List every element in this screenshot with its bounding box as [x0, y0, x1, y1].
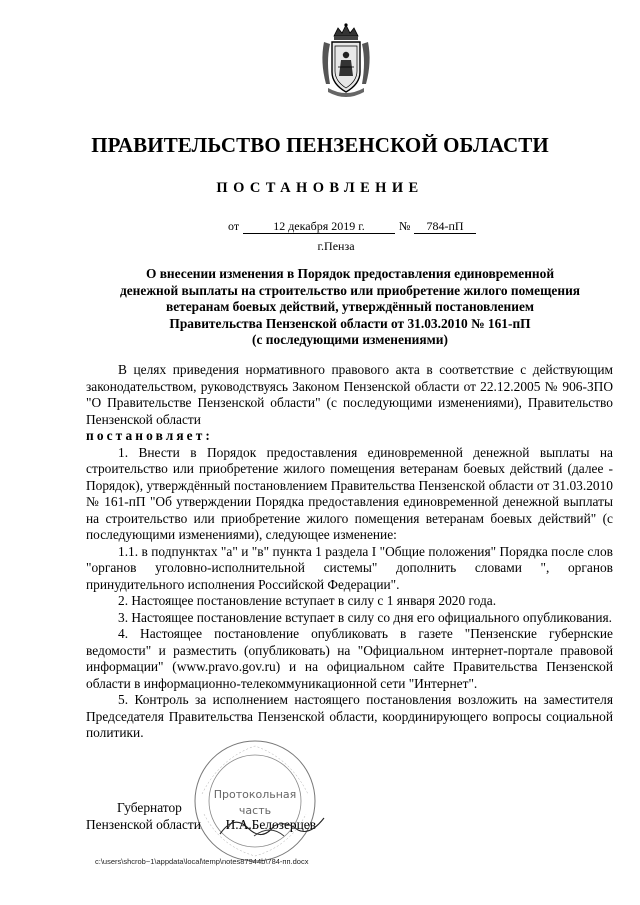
file-path-footer: c:\users\shcrob~1\appdata\local\temp\notes87944b\784-пп.docx	[95, 857, 309, 866]
resolves-word: постановляет:	[86, 428, 213, 443]
city: г.Пенза	[317, 239, 355, 253]
heading-line: ветеранам боевых действий, утверждённый постановлением	[165, 299, 535, 314]
item-1: 1. Внести в Порядок предоставления единовременной денежной выплаты на строительство или приобретение жилого помещения ветеранам боевых действий (далее - Порядок), утверждённый постановлением Правительства Пензенской области от 31.03.2010 № 161-пП "Об утверждении Порядка предоставления единовременной денежной выплаты на строительство или приобретение жилого помещения ветеранам боевых действий" (с последующими изменениями), следующее изменение:	[86, 444, 613, 542]
heading-line: денежной выплаты на строительство или приобретение жилого помещения	[119, 282, 581, 298]
heading-line: (с последующими изменениями)	[252, 332, 448, 347]
item-3: 3. Настоящее постановление вступает в силу со дня его официального опубликования.	[118, 609, 612, 625]
number-label: №	[399, 219, 411, 233]
document-heading	[86, 266, 614, 349]
item-4: 4. Настоящее постановление опубликовать в газете "Пензенские губернские ведомости" и разместить (опубликовать) на "Официальном интернет-портале правовой информации" (www.pravo.gov.ru) и на официальном сайте Правительства Пензенской области в информационно-телекоммуникационной сети "Интернет".	[86, 626, 613, 691]
item-2: 2. Настоящее постановление вступает в силу с 1 января 2020 года.	[118, 593, 497, 608]
stamp-text-line2: часть	[238, 804, 272, 817]
document-number: 784-пП	[414, 219, 476, 234]
government-title: ПРАВИТЕЛЬСТВО ПЕНЗЕНСКОЙ ОБЛАСТИ	[91, 133, 549, 157]
stamp-text-line1: Протокольная	[213, 788, 297, 801]
item-5: 5. Контроль за исполнением настоящего постановления возложить на заместителя Председателя Правительства Пензенской области, координирующего вопросы социальной политики.	[86, 692, 613, 740]
handwritten-signature	[214, 806, 344, 842]
document-date: 12 декабря 2019 г.	[243, 219, 395, 234]
signature-region: Пензенской области	[86, 817, 201, 832]
signature-name: И.А.Белозерцев	[225, 817, 317, 832]
date-label: от	[228, 219, 240, 233]
heading-line: Правительства Пензенской области от 31.03.2010 № 161-пП	[169, 315, 531, 331]
document-type: ПОСТАНОВЛЕНИЕ	[216, 180, 424, 196]
heading-line: О внесении изменения в Порядок предоставления единовременной	[145, 266, 555, 281]
resolves-paragraph	[86, 428, 613, 445]
document-body	[86, 362, 613, 742]
intro-paragraph: В целях приведения нормативного правового акта в соответствие с действующим законодательством, руководствуясь Законом Пензенской области от 22.12.2005 № 906-ЗПО "О Правительстве Пензенской области" (с последующими изменениями), Правительство Пензенской области	[86, 362, 613, 427]
coat-of-arms-emblem	[316, 22, 376, 102]
signature-title-line1: Губернатор	[117, 800, 182, 815]
item-1-1: 1.1. в подпунктах "а" и "в" пункта 1 раздела I "Общие положения" Порядка после слов "органов уголовно-исполнительной системы" дополнить словами ", органов принудительного исполнения Российской Федерации".	[86, 543, 613, 592]
